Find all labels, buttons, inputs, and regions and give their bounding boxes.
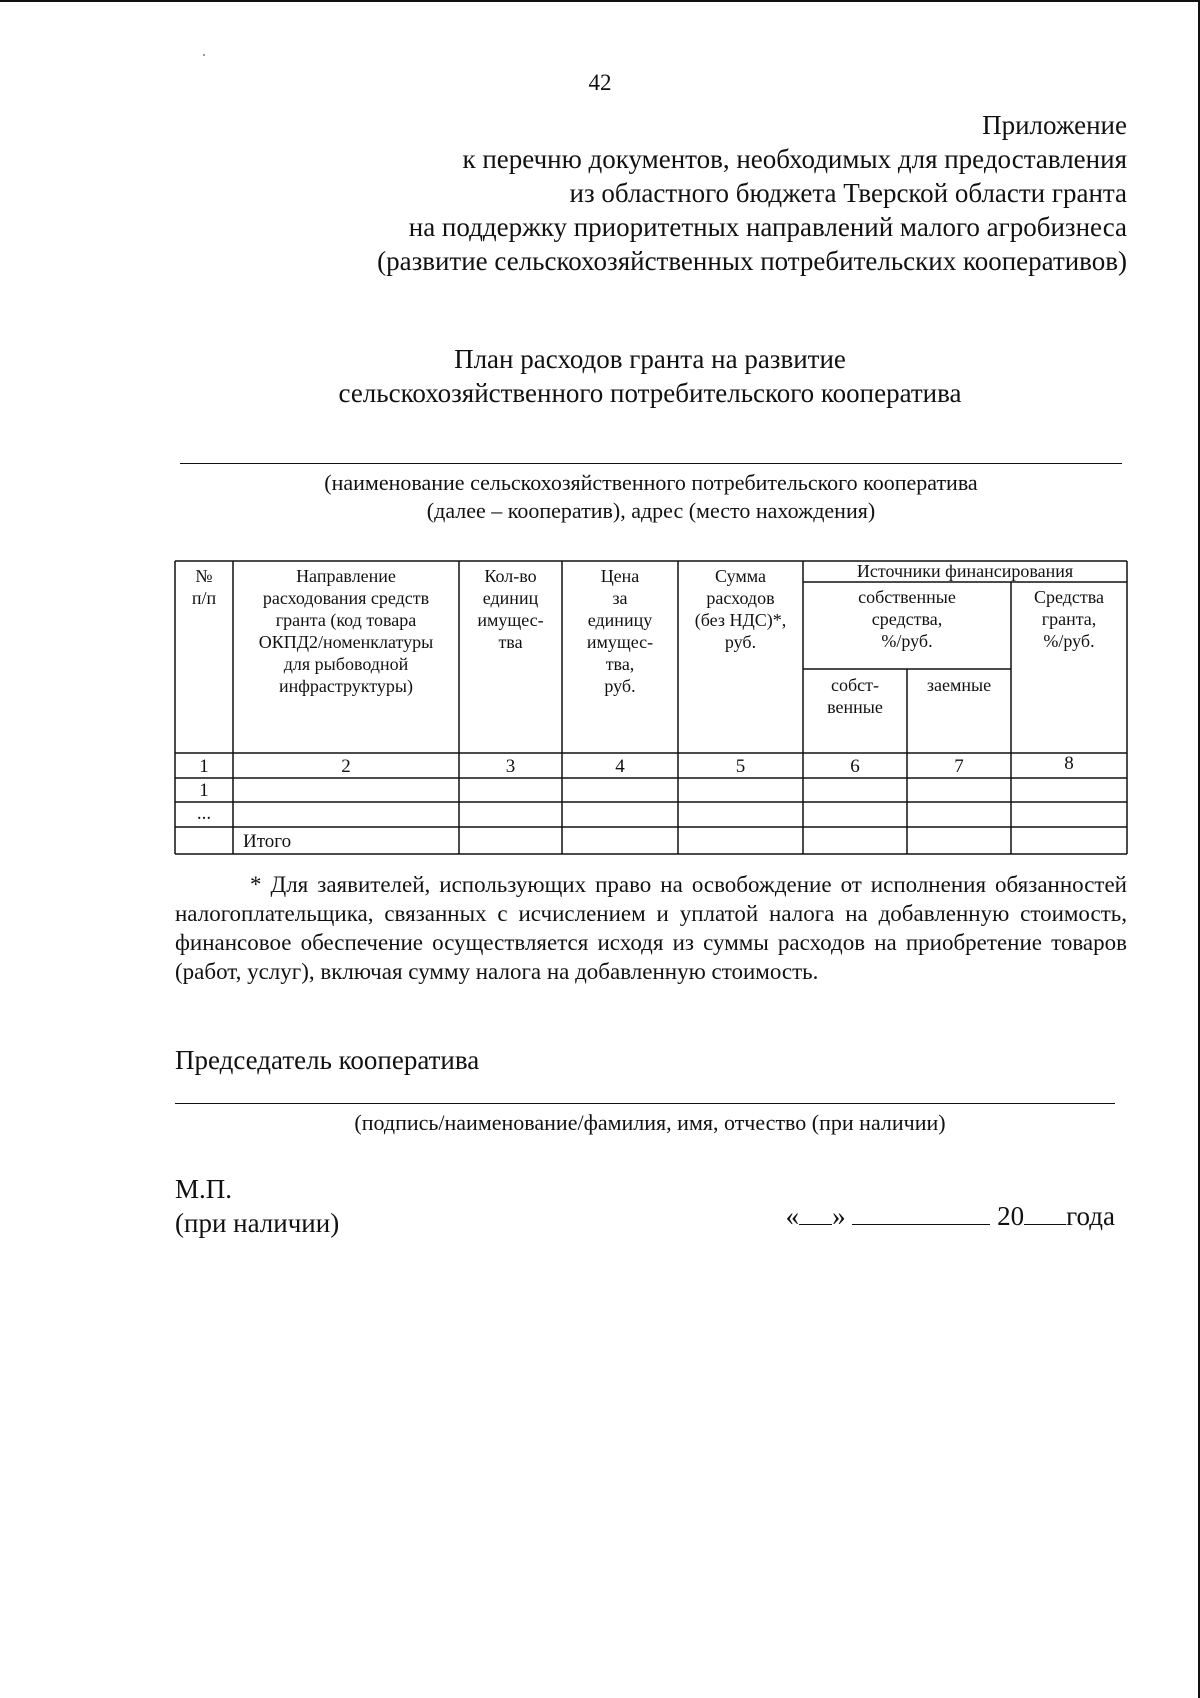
- header-text: Сумма: [715, 566, 766, 586]
- row-number: 1: [199, 780, 209, 801]
- column-number: 3: [505, 756, 516, 777]
- header-borrowed: заемные: [926, 675, 992, 695]
- seal-label: М.П.: [175, 1174, 233, 1204]
- month-blank[interactable]: [852, 1202, 990, 1225]
- seal-note: (при наличии): [175, 1208, 340, 1238]
- page-number: 42: [588, 70, 612, 95]
- header-number: [175, 565, 233, 609]
- header-funding-sources: Источники финансирования: [856, 561, 1074, 581]
- header-text: ОКПД2/номенклатуры: [258, 632, 434, 652]
- header-text: инфраструктуры): [279, 676, 413, 696]
- date-field: [786, 1201, 1115, 1232]
- header-text: собст-: [831, 675, 879, 695]
- header-text: расходования средств: [262, 588, 430, 608]
- column-number: 1: [199, 756, 209, 777]
- plan-title-line: сельскохозяйственного потребительского кооператива: [338, 378, 962, 408]
- appendix-line: на поддержку приоритетных направлений малого агробизнеса: [408, 212, 1127, 242]
- signature-field[interactable]: [175, 1103, 1115, 1104]
- header-text: венные: [827, 697, 883, 717]
- header-text: %/руб.: [1043, 631, 1095, 651]
- year-suffix: года: [1066, 1201, 1115, 1231]
- appendix-line: (развитие сельскохозяйственных потребительских кооперативов): [377, 246, 1127, 276]
- header-own-funds: [803, 586, 1011, 652]
- header-text: Направление: [296, 566, 396, 586]
- header-text: тва: [498, 632, 523, 652]
- header-text: собственные: [858, 587, 956, 607]
- header-text: %/руб.: [881, 631, 933, 651]
- header-text: Средства: [1033, 587, 1105, 607]
- header-text: имущес-: [586, 632, 654, 652]
- header-quantity: [459, 565, 562, 653]
- column-number: 7: [954, 756, 964, 777]
- header-text: руб.: [604, 676, 636, 696]
- header-text: тва,: [605, 654, 635, 674]
- header-text: п/п: [191, 588, 217, 608]
- column-number: 5: [735, 756, 746, 777]
- total-label: Итого: [243, 831, 292, 852]
- header-own: [803, 674, 907, 718]
- plan-title-line: План расходов гранта на развитие: [454, 344, 846, 374]
- row-number: ...: [196, 803, 212, 824]
- header-text: Кол-во: [484, 566, 537, 586]
- header-text: за: [612, 588, 628, 608]
- header-text: единиц: [482, 588, 539, 608]
- year-blank[interactable]: [1024, 1202, 1066, 1225]
- appendix-line: Приложение: [982, 110, 1127, 140]
- caption-line: (наименование сельскохозяйственного потребительского кооператива: [324, 470, 978, 495]
- vat-footnote: * Для заявителей, использующих право на освобождение от исполнения обязанностей налогоплательщика, связанных с исчислением и уплатой налога на добавленную стоимость, финансовое обеспечение осуществляется исходя из суммы расходов на приобретение товаров (работ, услуг), включая сумму налога на добавленную стоимость.: [175, 872, 1127, 984]
- column-number: 4: [615, 756, 625, 777]
- seal-block: [175, 1172, 339, 1240]
- column-number: 2: [341, 756, 351, 777]
- appendix-line: к перечню документов, необходимых для предоставления: [462, 144, 1127, 174]
- header-grant-funds: [1011, 586, 1127, 652]
- caption-line: (далее – кооператив), адрес (место нахождения): [426, 498, 876, 523]
- header-text: единицу: [587, 610, 653, 630]
- header-text: средства,: [871, 609, 943, 629]
- date-close-quote: »: [832, 1201, 846, 1231]
- column-number: 6: [850, 756, 860, 777]
- appendix-line: из областного бюджета Тверской области гранта: [569, 178, 1127, 208]
- header-amount: [678, 565, 803, 653]
- chairman-label: Председатель кооператива: [175, 1045, 480, 1075]
- header-text: руб.: [724, 632, 757, 652]
- header-text: №: [195, 566, 213, 586]
- signature-caption: (подпись/наименование/фамилия, имя, отчество (при наличии): [354, 1110, 946, 1135]
- header-text: для рыбоводной: [283, 654, 409, 674]
- year-prefix: 20: [997, 1201, 1025, 1231]
- header-price: [562, 565, 678, 697]
- header-text: Цена: [600, 566, 640, 586]
- header-text: (без НДС)*,: [694, 610, 787, 630]
- header-text: имущес-: [477, 610, 544, 630]
- column-number: 8: [1064, 753, 1074, 774]
- day-blank[interactable]: [799, 1202, 832, 1225]
- header-direction: [233, 565, 459, 697]
- header-text: гранта (код товара: [275, 610, 417, 630]
- header-text: гранта,: [1041, 609, 1097, 629]
- header-text: расходов: [706, 588, 775, 608]
- date-open-quote: «: [785, 1201, 800, 1231]
